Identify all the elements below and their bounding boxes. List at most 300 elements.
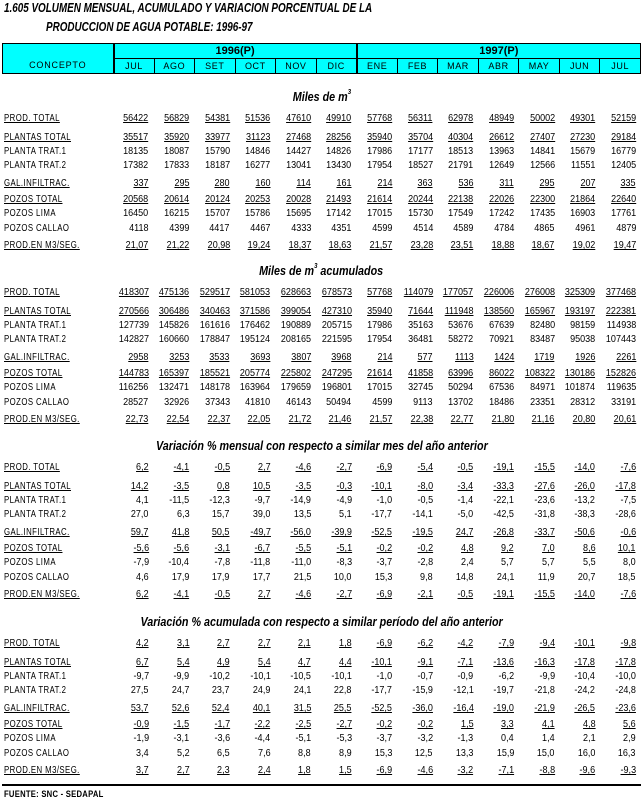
value-cell bbox=[316, 205, 357, 219]
value-cell bbox=[154, 569, 195, 583]
cell-value: 3693 bbox=[250, 351, 271, 363]
row-label-cell bbox=[2, 110, 113, 124]
value-cell bbox=[600, 110, 641, 124]
cell-value: 4467 bbox=[250, 222, 271, 234]
value-cell bbox=[438, 191, 479, 205]
cell-value: 163964 bbox=[240, 381, 271, 393]
value-cell bbox=[478, 317, 519, 331]
cell-value: 19,24 bbox=[247, 239, 271, 251]
value-cell bbox=[478, 569, 519, 583]
cell-value: 3,1 bbox=[176, 637, 190, 649]
cell-value: 12,5 bbox=[415, 747, 433, 759]
cell-value: -3,6 bbox=[214, 732, 230, 744]
value-cell bbox=[600, 524, 641, 538]
value-cell bbox=[194, 586, 235, 600]
row-label: POZOS CALLAO bbox=[4, 748, 70, 759]
value-cell bbox=[600, 143, 641, 157]
cell-value: 21,16 bbox=[532, 413, 555, 425]
row-label-cell bbox=[2, 129, 113, 143]
cell-value: 98159 bbox=[570, 319, 596, 331]
value-cell bbox=[519, 237, 560, 251]
cell-value: 11551 bbox=[570, 159, 596, 171]
row-label-cell bbox=[2, 554, 113, 568]
value-cell bbox=[560, 143, 601, 157]
row-label-cell bbox=[2, 349, 113, 363]
cell-value: -4,2 bbox=[457, 637, 474, 649]
value-cell bbox=[478, 110, 519, 124]
value-cell bbox=[235, 303, 276, 317]
value-cell bbox=[154, 237, 195, 251]
value-cell bbox=[357, 716, 398, 730]
cell-value: -15,5 bbox=[534, 461, 555, 473]
cell-value: 50294 bbox=[448, 381, 474, 393]
value-cell bbox=[235, 205, 276, 219]
cell-value: -50,6 bbox=[574, 526, 596, 538]
value-cell bbox=[316, 220, 357, 234]
row-label-cell bbox=[2, 411, 113, 425]
cell-value: -17,7 bbox=[371, 508, 393, 520]
cell-value: -3,2 bbox=[457, 764, 474, 776]
cell-value: 21,22 bbox=[166, 239, 190, 251]
value-cell bbox=[560, 506, 601, 520]
cell-value: -8,8 bbox=[539, 764, 555, 776]
cell-value: 161 bbox=[336, 177, 352, 189]
cell-value: -0,2 bbox=[417, 542, 433, 554]
value-cell bbox=[235, 635, 276, 649]
row-label-cell bbox=[2, 379, 113, 393]
cell-value: -19,7 bbox=[493, 684, 515, 696]
cell-value: 7,0 bbox=[542, 542, 555, 554]
cell-value: 56829 bbox=[164, 112, 190, 124]
value-cell bbox=[438, 654, 479, 668]
value-cell bbox=[397, 331, 438, 345]
row-label: PLANTA TRAT.1 bbox=[4, 671, 67, 682]
cell-value: 22,77 bbox=[450, 413, 474, 425]
cell-value: 16779 bbox=[610, 145, 636, 157]
cell-value: 71644 bbox=[407, 305, 433, 317]
cell-value: 24,1 bbox=[293, 684, 312, 696]
cell-value: 17177 bbox=[407, 145, 433, 157]
value-cell bbox=[113, 745, 154, 759]
value-cell bbox=[113, 459, 154, 473]
cell-value: 57768 bbox=[367, 112, 393, 124]
row-label-cell bbox=[2, 524, 113, 538]
value-cell bbox=[154, 492, 195, 506]
value-cell bbox=[397, 303, 438, 317]
value-cell bbox=[519, 654, 560, 668]
value-cell bbox=[519, 540, 560, 554]
table-row bbox=[2, 730, 641, 744]
value-cell bbox=[438, 635, 479, 649]
value-cell bbox=[478, 284, 519, 298]
value-cell bbox=[357, 635, 398, 649]
cell-value: 17015 bbox=[367, 381, 393, 393]
value-cell bbox=[438, 379, 479, 393]
row-label-cell bbox=[2, 394, 113, 408]
cell-value: 21,5 bbox=[293, 571, 312, 583]
value-cell bbox=[519, 635, 560, 649]
cell-value: 529517 bbox=[199, 286, 230, 298]
value-cell bbox=[235, 175, 276, 189]
value-cell bbox=[600, 157, 641, 171]
value-cell bbox=[154, 331, 195, 345]
cell-value: 4514 bbox=[412, 222, 433, 234]
row-label: POZOS TOTAL bbox=[4, 368, 63, 379]
row-label: PLANTA TRAT.2 bbox=[4, 509, 67, 520]
cell-value: 54381 bbox=[204, 112, 230, 124]
value-cell bbox=[600, 762, 641, 776]
value-cell bbox=[235, 730, 276, 744]
value-cell bbox=[316, 110, 357, 124]
value-cell bbox=[194, 654, 235, 668]
row-label-cell bbox=[2, 506, 113, 520]
cell-value: 195124 bbox=[240, 333, 271, 345]
cell-value: -38,3 bbox=[574, 508, 596, 520]
value-cell bbox=[235, 478, 276, 492]
value-cell bbox=[275, 586, 316, 600]
cell-value: -5,1 bbox=[336, 542, 352, 554]
cell-value: 14,2 bbox=[131, 480, 149, 492]
cell-value: 2,1 bbox=[582, 732, 596, 744]
cell-value: 6,7 bbox=[136, 656, 149, 668]
value-cell bbox=[519, 716, 560, 730]
value-cell bbox=[275, 191, 316, 205]
row-label-cell bbox=[2, 191, 113, 205]
cell-value: 2,7 bbox=[217, 637, 230, 649]
value-cell bbox=[154, 682, 195, 696]
value-cell bbox=[113, 654, 154, 668]
section-title-prefix: Variación % mensual con respecto a similar mes del año anterior bbox=[155, 439, 488, 453]
value-cell bbox=[235, 524, 276, 538]
cell-value: 4,1 bbox=[136, 494, 149, 506]
cell-value: 18187 bbox=[204, 159, 230, 171]
value-cell bbox=[316, 411, 357, 425]
value-cell bbox=[154, 317, 195, 331]
cell-value: 1113 bbox=[454, 351, 474, 363]
cell-value: -10,0 bbox=[615, 670, 636, 682]
value-cell bbox=[113, 700, 154, 714]
table-row bbox=[2, 478, 641, 492]
cell-value: -31,8 bbox=[534, 508, 555, 520]
cell-value: -7,9 bbox=[498, 637, 515, 649]
value-cell bbox=[194, 730, 235, 744]
value-cell bbox=[154, 730, 195, 744]
cell-value: -10,1 bbox=[371, 480, 393, 492]
section-miles-m3-acumulados bbox=[2, 261, 641, 425]
value-cell bbox=[154, 157, 195, 171]
cell-value: -3,7 bbox=[376, 732, 393, 744]
value-cell bbox=[397, 394, 438, 408]
value-cell bbox=[194, 394, 235, 408]
value-cell bbox=[560, 492, 601, 506]
cell-value: 4,8 bbox=[460, 542, 474, 554]
cell-value: -9,9 bbox=[539, 670, 555, 682]
value-cell bbox=[357, 554, 398, 568]
cell-value: 1,8 bbox=[298, 764, 312, 776]
cell-value: 161616 bbox=[199, 319, 230, 331]
value-cell bbox=[275, 506, 316, 520]
cell-value: 205774 bbox=[240, 367, 271, 379]
value-cell bbox=[519, 220, 560, 234]
cell-value: 1,5 bbox=[339, 764, 352, 776]
value-cell bbox=[519, 175, 560, 189]
value-cell bbox=[194, 478, 235, 492]
value-cell bbox=[560, 730, 601, 744]
value-cell bbox=[600, 175, 641, 189]
cell-value: 418307 bbox=[118, 286, 149, 298]
value-cell bbox=[397, 716, 438, 730]
value-cell bbox=[478, 411, 519, 425]
value-cell bbox=[519, 554, 560, 568]
cell-value: 4,1 bbox=[542, 718, 555, 730]
cell-value: 2958 bbox=[128, 351, 149, 363]
value-cell bbox=[560, 540, 601, 554]
cell-value: 214 bbox=[377, 351, 393, 363]
value-cell bbox=[438, 129, 479, 143]
table-row bbox=[2, 635, 641, 649]
cell-value: 165397 bbox=[159, 367, 190, 379]
row-label-cell bbox=[2, 303, 113, 317]
cell-value: -2,7 bbox=[336, 588, 352, 600]
cell-value: 1424 bbox=[494, 351, 515, 363]
value-cell bbox=[113, 668, 154, 682]
cell-value: 190889 bbox=[280, 319, 312, 331]
value-cell bbox=[478, 129, 519, 143]
cell-value: 56311 bbox=[408, 112, 433, 124]
section-title-prefix: Miles de m bbox=[259, 264, 315, 278]
value-cell bbox=[478, 394, 519, 408]
cell-value: -16,4 bbox=[452, 702, 474, 714]
value-cell bbox=[154, 394, 195, 408]
cell-value: -23,6 bbox=[615, 702, 636, 714]
value-cell bbox=[235, 668, 276, 682]
table-row bbox=[2, 394, 641, 408]
cell-value: 6,5 bbox=[217, 747, 230, 759]
value-cell bbox=[316, 524, 357, 538]
cell-value: 5,5 bbox=[582, 556, 596, 568]
value-cell bbox=[478, 506, 519, 520]
cell-value: 1,4 bbox=[542, 732, 555, 744]
table-row bbox=[2, 506, 641, 520]
value-cell bbox=[275, 540, 316, 554]
cell-value: 40,1 bbox=[252, 702, 271, 714]
value-cell bbox=[316, 237, 357, 251]
cell-value: 4599 bbox=[372, 222, 393, 234]
value-cell bbox=[113, 191, 154, 205]
cell-value: 4417 bbox=[209, 222, 230, 234]
cell-value: 16277 bbox=[245, 159, 271, 171]
cell-value: 48949 bbox=[488, 112, 515, 124]
cell-value: 22,38 bbox=[410, 413, 433, 425]
column-header bbox=[2, 43, 641, 74]
cell-value: 21791 bbox=[448, 159, 474, 171]
cell-value: 12649 bbox=[488, 159, 515, 171]
section-title-suffix: acumulados bbox=[317, 264, 384, 278]
cell-value: 17142 bbox=[326, 207, 352, 219]
value-cell bbox=[194, 191, 235, 205]
value-cell bbox=[235, 654, 276, 668]
cell-value: 160 bbox=[255, 177, 271, 189]
cell-value: 23,7 bbox=[212, 684, 230, 696]
cell-value: -4,1 bbox=[173, 461, 190, 473]
table-row bbox=[2, 205, 641, 219]
cell-value: -9,6 bbox=[579, 764, 596, 776]
row-label: POZOS CALLAO bbox=[4, 572, 70, 583]
value-cell bbox=[600, 303, 641, 317]
value-cell bbox=[478, 654, 519, 668]
value-cell bbox=[275, 317, 316, 331]
value-cell bbox=[357, 524, 398, 538]
value-cell bbox=[316, 586, 357, 600]
section-variacion-acumulada bbox=[2, 612, 641, 776]
cell-value: 4399 bbox=[169, 222, 190, 234]
cell-value: 15,3 bbox=[374, 747, 393, 759]
cell-value: 35163 bbox=[407, 319, 433, 331]
value-cell bbox=[438, 303, 479, 317]
value-cell bbox=[194, 349, 235, 363]
cell-value: -10,5 bbox=[290, 670, 312, 682]
cell-value: -6,9 bbox=[376, 764, 393, 776]
cell-value: 14841 bbox=[529, 145, 555, 157]
cell-value: -7,1 bbox=[498, 764, 515, 776]
value-cell bbox=[397, 700, 438, 714]
cell-value: 20253 bbox=[245, 193, 271, 205]
value-cell bbox=[600, 668, 641, 682]
value-cell bbox=[397, 237, 438, 251]
cell-value: 628663 bbox=[280, 286, 312, 298]
cell-value: 17,9 bbox=[171, 571, 190, 583]
value-cell bbox=[194, 129, 235, 143]
value-cell bbox=[560, 365, 601, 379]
cell-value: -33,3 bbox=[493, 480, 515, 492]
value-cell bbox=[113, 730, 154, 744]
value-cell bbox=[113, 379, 154, 393]
cell-value: -9,9 bbox=[173, 670, 190, 682]
value-cell bbox=[560, 284, 601, 298]
value-cell bbox=[397, 411, 438, 425]
value-cell bbox=[154, 379, 195, 393]
value-cell bbox=[600, 654, 641, 668]
cell-value: 8,0 bbox=[623, 556, 636, 568]
row-label: PROD.EN M3/SEG. bbox=[4, 414, 80, 425]
cell-value: 52,4 bbox=[212, 702, 230, 714]
cell-value: 581053 bbox=[240, 286, 271, 298]
value-cell bbox=[235, 762, 276, 776]
cell-value: 86022 bbox=[488, 367, 515, 379]
row-label-cell bbox=[2, 586, 113, 600]
cell-value: -9,4 bbox=[539, 637, 555, 649]
source-note: FUENTE: SNC - SEDAPAL bbox=[4, 789, 104, 799]
cell-value: 23,28 bbox=[410, 239, 433, 251]
value-cell bbox=[154, 586, 195, 600]
cell-value: 20,7 bbox=[577, 571, 596, 583]
cell-value: 31123 bbox=[245, 131, 271, 143]
value-cell bbox=[519, 492, 560, 506]
value-cell bbox=[154, 540, 195, 554]
cell-value: 15,0 bbox=[537, 747, 555, 759]
cell-value: 29184 bbox=[610, 131, 636, 143]
value-cell bbox=[357, 379, 398, 393]
table-row bbox=[2, 317, 641, 331]
cell-value: -14,0 bbox=[574, 461, 596, 473]
cell-value: -5,5 bbox=[295, 542, 312, 554]
cell-value: 138560 bbox=[483, 305, 515, 317]
value-cell bbox=[478, 220, 519, 234]
value-cell bbox=[194, 762, 235, 776]
row-label: PLANTAS TOTAL bbox=[4, 306, 71, 317]
value-cell bbox=[519, 762, 560, 776]
cell-value: 20,98 bbox=[207, 239, 230, 251]
value-cell bbox=[600, 284, 641, 298]
value-cell bbox=[154, 668, 195, 682]
cell-value: -9,8 bbox=[620, 637, 636, 649]
value-cell bbox=[113, 205, 154, 219]
value-cell bbox=[438, 478, 479, 492]
section-title-prefix: Miles de m bbox=[292, 90, 348, 104]
value-cell bbox=[154, 349, 195, 363]
table-row bbox=[2, 157, 641, 171]
value-cell bbox=[478, 716, 519, 730]
table-row bbox=[2, 175, 641, 189]
cell-value: 4879 bbox=[615, 222, 636, 234]
value-cell bbox=[154, 143, 195, 157]
value-cell bbox=[438, 668, 479, 682]
cell-value: 17954 bbox=[367, 159, 393, 171]
table-row bbox=[2, 365, 641, 379]
cell-value: 678573 bbox=[321, 286, 352, 298]
cell-value: 26612 bbox=[488, 131, 515, 143]
cell-value: 280 bbox=[214, 177, 230, 189]
cell-value: 8,8 bbox=[298, 747, 312, 759]
value-cell bbox=[438, 716, 479, 730]
cell-value: -7,9 bbox=[133, 556, 149, 568]
cell-value: 46143 bbox=[285, 396, 312, 408]
cell-value: -26,5 bbox=[574, 702, 596, 714]
row-label: GAL.INFILTRAC. bbox=[4, 178, 70, 189]
value-cell bbox=[316, 175, 357, 189]
value-cell bbox=[316, 745, 357, 759]
cell-value: 4865 bbox=[534, 222, 555, 234]
row-label-cell bbox=[2, 284, 113, 298]
value-cell bbox=[194, 411, 235, 425]
cell-value: 20244 bbox=[407, 193, 433, 205]
value-cell bbox=[600, 554, 641, 568]
value-cell bbox=[519, 331, 560, 345]
cell-value: -19,1 bbox=[493, 461, 515, 473]
value-cell bbox=[397, 506, 438, 520]
cell-value: 18486 bbox=[488, 396, 515, 408]
row-label-cell bbox=[2, 682, 113, 696]
section-title-prefix: Variación % acumulada con respecto a similar período del año anterior bbox=[140, 615, 503, 629]
section-title-text bbox=[259, 261, 383, 281]
section-title-superscript: 3 bbox=[347, 89, 351, 96]
cell-value: -11,5 bbox=[169, 494, 190, 506]
value-cell bbox=[316, 762, 357, 776]
value-cell bbox=[275, 303, 316, 317]
value-cell bbox=[600, 700, 641, 714]
header-year-1997: 1997(P) bbox=[357, 44, 641, 59]
value-cell bbox=[519, 700, 560, 714]
value-cell bbox=[560, 379, 601, 393]
value-cell bbox=[316, 317, 357, 331]
value-cell bbox=[560, 394, 601, 408]
cell-value: 3,4 bbox=[136, 747, 149, 759]
cell-value: 101874 bbox=[565, 381, 596, 393]
cell-value: 62978 bbox=[448, 112, 474, 124]
cell-value: 10,0 bbox=[334, 571, 352, 583]
cell-value: 127739 bbox=[118, 319, 149, 331]
value-cell bbox=[560, 317, 601, 331]
